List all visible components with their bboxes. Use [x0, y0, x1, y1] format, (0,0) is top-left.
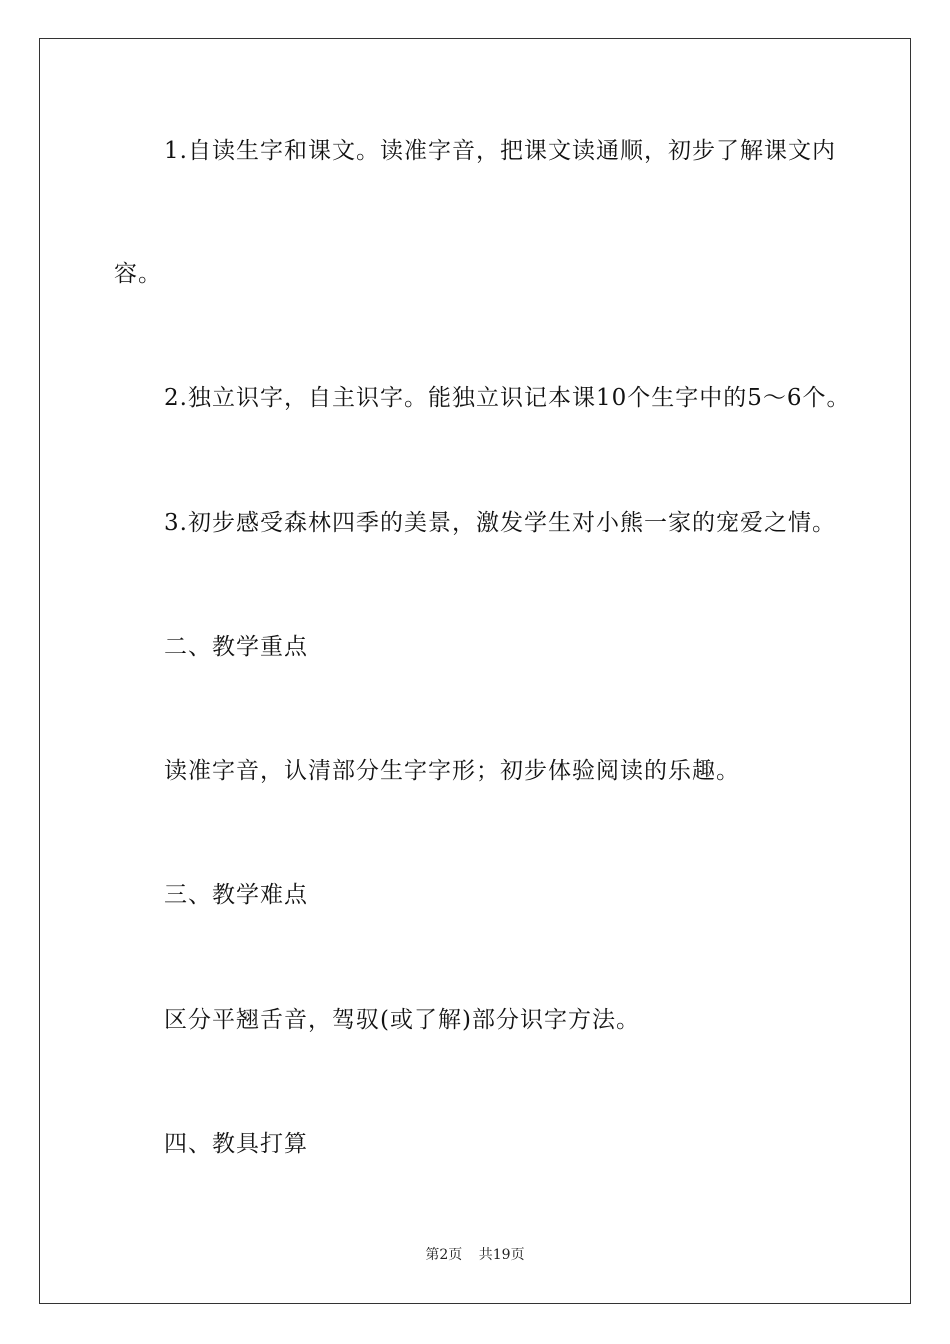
objective-2: 2.独立识字，自主识字。能独立识记本课10个生字中的5～6个。 [164, 385, 851, 411]
section-heading-materials: 四、教具打算 [164, 1131, 308, 1157]
page-border [39, 38, 911, 1304]
difficulties-text: 区分平翘舌音，驾驭(或了解)部分识字方法。 [164, 1007, 640, 1033]
page-footer [0, 1245, 950, 1265]
key-points-text: 读准字音，认清部分生字字形；初步体验阅读的乐趣。 [164, 758, 740, 784]
objective-1-line-1: 1.自读生字和课文。读准字音，把课文读通顺，初步了解课文内 [164, 138, 836, 164]
page-number: 第2页 [425, 1247, 463, 1263]
page-total: 共19页 [478, 1247, 525, 1263]
objective-3: 3.初步感受森林四季的美景，激发学生对小熊一家的宠爱之情。 [164, 510, 836, 536]
section-heading-difficulties: 三、教学难点 [164, 882, 308, 908]
section-heading-key-points: 二、教学重点 [164, 634, 308, 660]
objective-1-line-2: 容。 [114, 261, 162, 287]
